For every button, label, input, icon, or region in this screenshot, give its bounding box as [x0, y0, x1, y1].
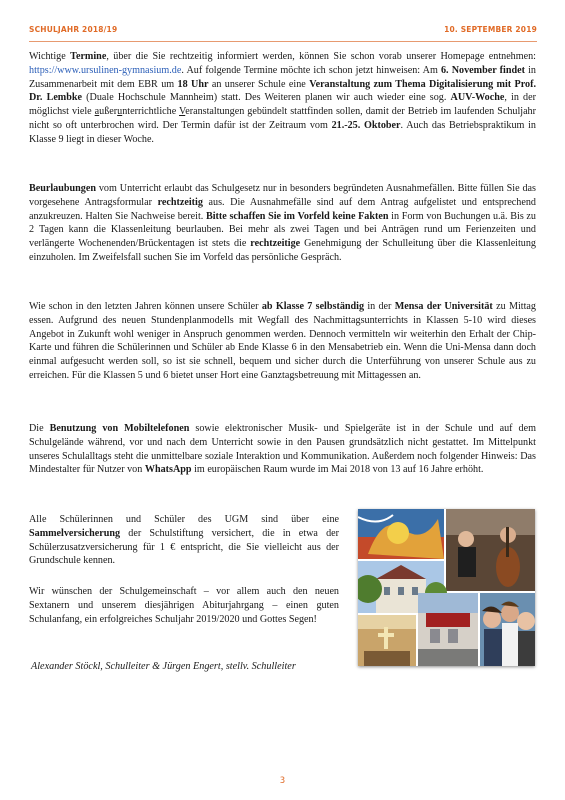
text-run: Alle Schülerinnen und Schüler des UGM sind über eine [29, 514, 339, 525]
text-run: Wie schon in den letzten Jahren können unsere Schüler [29, 301, 262, 312]
bold-auv: AUV-Woche [450, 92, 505, 104]
text-run: im europäischen Raum wurde im Mai 2018 von 13 auf 16 Jahre erhöht. [191, 464, 484, 476]
page-header [29, 24, 537, 38]
text-run: in der [364, 301, 395, 312]
text-run: . Auch das Betriebspraktikum in Klasse 9 liegt in dieser Woche. [29, 119, 536, 145]
homepage-link[interactable]: https://www.ursulinen-gymnasium.de [29, 64, 182, 76]
paragraph-mensa [29, 300, 536, 383]
signature: Alexander Stöckl, Schulleiter & Jürgen Engert, stellv. Schulleiter [31, 661, 296, 672]
text-run: an unserer Schule eine [208, 78, 310, 90]
text-run: nterrichtliche [122, 106, 180, 117]
bold-time: 18 Uhr [177, 78, 209, 90]
bold-october: 21.-25. Oktober [331, 119, 401, 131]
paragraph-versicherung [29, 513, 339, 568]
text-run: aus. Die Ausnahmefälle sind auf dem Antrag aufgelistet und entsprechend anzukreuzen. Halten Sie Nachweise bereit. [29, 196, 536, 222]
header-rule [29, 41, 537, 42]
underlined-u: u [117, 106, 123, 117]
paragraph-wuensche [29, 585, 339, 626]
text-run: in Zusammenarbeit mit dem EBR um [29, 64, 536, 90]
header-date: 10. SEPTEMBER 2019 [444, 24, 537, 34]
page-number: 3 [279, 776, 286, 786]
text-run: , in der möglichst viele [29, 92, 536, 117]
paragraph-termine [29, 50, 536, 146]
paragraph-beurlaubungen [29, 182, 536, 265]
text-run: der Schulstiftung versichert, die in etwa der Schülerzusatzversicherung für 1 € entspricht, die Sie vielleicht aus der Grundschule kennen. [29, 527, 339, 567]
text-run: . Auf folgende Termine möchte ich schon jetzt hinweisen: Am [181, 64, 441, 76]
bold-event: Veranstaltung zum Thema Digitalisierung mit Prof. Dr. Lembke [29, 78, 537, 104]
underlined-v: V [179, 106, 186, 117]
text-run: vom Unterricht erlaubt das Schulgesetz nur in besonders begründeten Ausnahmefällen. Bitte füllen Sie das vorgesehene Antragsformular [29, 183, 536, 208]
text-run: Wir wünschen der Schulgemeinschaft – vor allem auch den neuen Sextanern und unserem diesjährigen Abiturjahrgang – einen guten Schulanfang, ein erfolgreiches Schuljahr 2019/2020 und Gottes Segen! [29, 586, 339, 625]
bold-sammelversicherung: Sammelversicherung [29, 527, 121, 539]
text-run: zu Mittag essen. Aufgrund des neuen Stundenplanmodells mit Wegfall des Nachmittagsunterrichts in Klassen 5-10 wird dieses Angebot in Zukunft wohl weniger in Anspruch genommen werden. Dennoch vermitteln wir weiterhin den Erhalt der Chip-Karte und führen die Schülerinnen und Schüler ab Ende Klasse 6 in den Mensabetrieb ein. Wenn die Uni-Mensa dann doch einmal aufgesucht werden soll, so ist sie schnell, bequem und sicher durch die Unterführung von unserer Schule aus zu erreichen. Für die Klassen 5 und 6 bietet unser Hort eine Ganztagsbetreuung mit Mittagessen an. [29, 301, 536, 381]
text-run: Wichtige [29, 51, 71, 62]
bold-rechtzeitig: rechtzeitig [157, 196, 203, 208]
text-run: in Form von Buchungen u.ä. Bis zu 2 Tagen kann die Klassenleitung beurlauben. Bei mehr als zwei Tagen und bei Anträgen rund um Ferienzeiten und verlängerte Wochenenden/Brückentagen ist stets die [29, 210, 536, 249]
header-school-year: SCHULJAHR 2018/19 [29, 24, 118, 34]
bold-mensa: Mensa der Universität [394, 301, 493, 312]
bold-beurlaubungen: Beurlaubungen [29, 183, 96, 194]
text-run: Genehmigung der Schulleitung über die Klassenleitung einzuholen. Im Zweifelsfall suchen Sie im Vorfeld das persönliche Gespräch. [29, 238, 536, 263]
bold-date: 6. November findet [440, 64, 525, 76]
school-photo-collage [358, 509, 535, 666]
bold-klasse7: ab Klasse 7 selbständig [261, 301, 365, 312]
text-run: Die [29, 423, 50, 434]
text-run: , über die Sie rechtzeitig informiert werden, können Sie schon vorab unserer Homepage entnehmen: [106, 51, 536, 62]
bold-whatsapp: WhatsApp [144, 464, 192, 476]
bold-rechtzeitige: rechtzeitige [250, 238, 301, 249]
text-run: (Duale Hochschule Mannheim) statt. Des Weiteren planen wir auch wieder eine sog. [82, 92, 451, 104]
paragraph-mobiltelefone [29, 422, 536, 477]
bold-fakten: Bitte schaffen Sie im Vorfeld keine Fakten [205, 210, 389, 222]
bold-mobiltelefone: Benutzung von Mobiltelefonen [49, 423, 190, 434]
text-run: sowie elektronischer Musik- und Spielgeräte ist in der Schule und auf dem Schulgelände während, vor und nach dem Unterricht sowie in den Pausen grundsätzlich nicht gestattet. Im Mittelpunkt unseres Schulalltags steht die unmittelbare soziale Interaktion und Kommunikation. Außerdem noch folgender Hinweis: Das Mindestalter für Nutzer von [29, 423, 536, 476]
collage-image [358, 509, 535, 666]
bold-termine: Termine [70, 51, 107, 62]
text-run: ußer [99, 106, 118, 117]
underlined-a: a [94, 106, 100, 117]
text-run: eranstaltungen gebündelt stattfinden sollen, damit der Betrieb im laufenden Schuljahr nicht so oft unterbrochen wird. Der Termin dafür ist der Zeitraum vom [29, 106, 536, 131]
